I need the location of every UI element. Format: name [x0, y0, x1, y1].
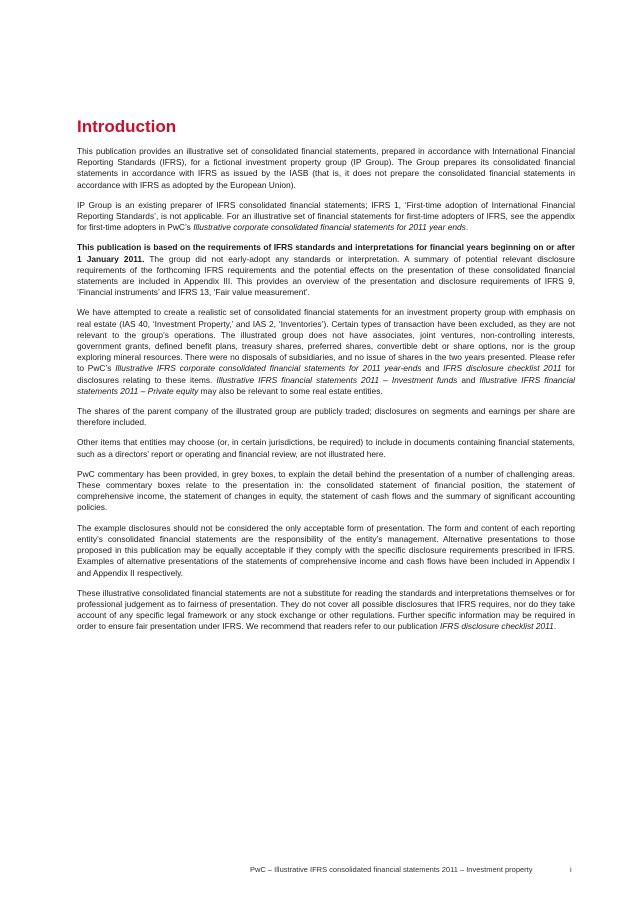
- paragraph-intro-text: This publication provides an illustrative set of consolidated financial statements, prepared in accordance with International Financial Reporting Standards (IFRS), for a fictional investment property group (IP Group). The Group prepares its consolidated financial statements in accordance with IFRS as issued by the IASB (that is, it does not prepare the consolidated financial statements in accordance with IFRS as adopted by the European Union).: [77, 146, 575, 190]
- paragraph-text: PwC commentary has been provided, in grey boxes, to explain the detail behind the presentation of a number of challenging areas. These commentary boxes relate to the presentation in: the consolidated statement of financial position, the statement of comprehensive income, the statement of changes in equity, the statement of cash flows and the summary of significant accounting policies.: [77, 468, 575, 513]
- publication-reference: IFRS disclosure checklist 2011: [439, 621, 554, 632]
- footer-text: PwC – Illustrative IFRS consolidated financial statements 2011 – Investment property: [250, 865, 533, 874]
- paragraph-shares: [77, 406, 575, 428]
- page-number: i: [570, 865, 572, 874]
- paragraph-intro: [77, 146, 575, 191]
- paragraph-bold-lead: This publication is based on the requirements of IFRS standards and interpretations for financial years beginning on or after 1 January 2011.: [77, 242, 575, 264]
- paragraph-text: for disclosures relating to these items.: [77, 363, 575, 385]
- paragraph-example-disclosures: [77, 523, 575, 579]
- publication-reference: Illustrative IFRS corporate consolidated financial statements for 2011 year-ends: [115, 363, 422, 374]
- paragraph-text: and: [457, 374, 480, 385]
- paragraph-text: These illustrative consolidated financial statements are not a substitute for reading the standards and interpretations themselves or for professional judgement as to fairness of presentation. They do not cover all possible disclosures that IFRS requires, nor do they take account of any specific legal framework or any stock exchange or other regulations. Further specific information may be required in order to ensure fair presentation under IFRS. We recommend that readers refer to our publication: [77, 587, 575, 632]
- paragraph-text: We have attempted to create a realistic set of consolidated financial statements for an investment property group with emphasis on real estate (IAS 40, ‘Investment Property,’ and IAS 2, ‘Inventories’). Certain types of transaction have been excluded, as they are not relevant to the group’s operations. The illustrated group does not have associates, joint ventures, non-controlling interests, government grants, defined benefit plans, treasury shares, preferred shares, convertible debt or share options, nor is the group exploring mineral resources. There were no disposals of subsidiaries, and no issue of shares in the two years presented. Please refer to PwC’s: [77, 307, 575, 374]
- paragraph-end: .: [553, 621, 557, 632]
- publication-reference: Illustrative IFRS financial statements 2011 – Private equity: [77, 374, 575, 396]
- publication-reference: Illustrative corporate consolidated financial statements for 2011 year ends: [193, 222, 466, 233]
- paragraph-text: The shares of the parent company of the illustrated group are publicly traded; disclosures on segments and earnings per share are therefore included.: [77, 406, 575, 428]
- paragraph-text: IP Group is an existing preparer of IFRS consolidated financial statements; IFRS 1, ‘First-time adoption of International Financial Reporting Standards’, is not applicable. For an illustrative set of financial statements for first-time adopters of IFRS, see the appendix for first-time adopters in PwC’s: [77, 199, 575, 233]
- page-title: Introduction: [77, 117, 177, 136]
- paragraph-commentary: [77, 469, 575, 514]
- paragraph-text: may also be relevant to some real estate entities.: [198, 385, 383, 396]
- publication-reference: IFRS disclosure checklist 2011: [443, 363, 562, 374]
- paragraph-text: Other items that entities may choose (or, in certain jurisdictions, be required) to include in documents containing financial statements, such as a directors’ report or operating and financial review, are not illustrated here.: [77, 437, 575, 459]
- page-content: [77, 117, 575, 642]
- paragraph-text: and: [421, 363, 444, 374]
- paragraph-end: .: [465, 222, 469, 233]
- paragraph-scope: [77, 307, 575, 397]
- paragraph-requirements: [77, 242, 575, 298]
- page-footer: [250, 865, 580, 875]
- paragraph-first-time-adoption: [77, 200, 575, 234]
- paragraph-text: The example disclosures should not be considered the only acceptable form of presentation. The form and content of each reporting entity’s consolidated financial statements are the responsibility of the entity’s management. Alternative presentations to those proposed in this publication may be equally acceptable if they comply with the specific disclosure requirements prescribed in IFRS. Examples of alternative presentations of the statements of comprehensive income and cash flows have been included in Appendix I and Appendix II respectively.: [77, 522, 575, 578]
- publication-reference: Illustrative IFRS financial statements 2011 – Investment funds: [216, 374, 458, 385]
- paragraph-disclaimer: [77, 588, 575, 633]
- paragraph-other-items: [77, 437, 575, 459]
- paragraph-text: The group did not early-adopt any standards or interpretation. A summary of potential relevant disclosure requirements of the forthcoming IFRS requirements and the potential effects on the presentation of these consolidated financial statements are included in Appendix III. This provides an overview of the presentation and disclosure requirements of IFRS 9, ‘Financial instruments’ and IFRS 13, ‘Fair value measurement’.: [77, 253, 575, 298]
